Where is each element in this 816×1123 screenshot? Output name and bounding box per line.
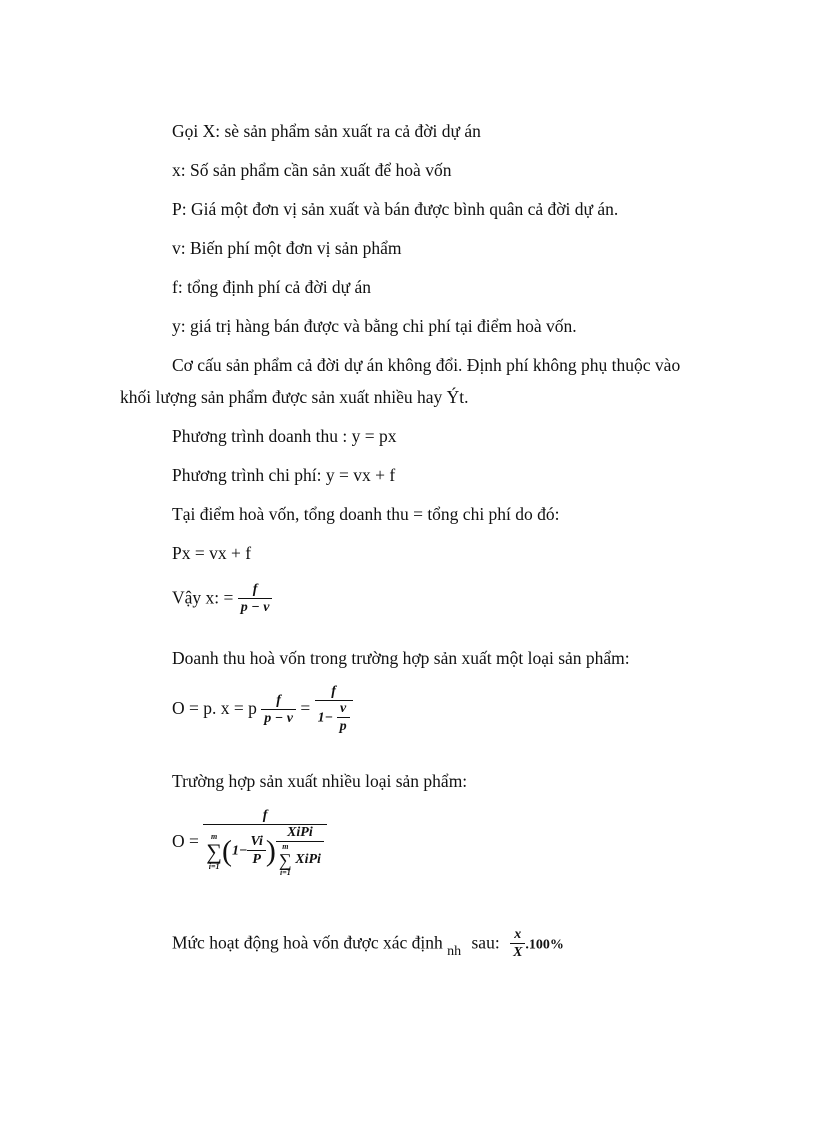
revenue-equation: Phương trình doanh thu : y = px	[172, 426, 397, 446]
activity-numerator: x	[514, 927, 522, 942]
v-numerator: v	[339, 701, 347, 716]
multi-product-lhs: O =	[172, 831, 199, 852]
fraction-2-numerator: f	[331, 684, 336, 699]
sum-lower-limit: i=1	[208, 861, 220, 871]
activity-nh: nh	[447, 943, 462, 959]
multi-fraction-numerator: f	[262, 808, 268, 823]
single-product-lhs: O = p. x = p	[172, 698, 257, 719]
inner-summation: m ∑ i=1	[278, 842, 292, 877]
single-product-fraction-2	[315, 684, 353, 736]
vi-over-p	[247, 834, 265, 869]
multi-product-formula	[172, 808, 327, 878]
activity-formula: Mức hoạt động hoà vốn được xác định $_{nh}$ sau: $\frac{x}{X}$ .100%	[172, 927, 564, 960]
xipi-numerator: XiPi	[287, 825, 313, 840]
activity-fraction	[510, 927, 525, 962]
one-minus: 1−	[317, 710, 334, 726]
x-formula	[172, 582, 272, 617]
single-product-fraction-1	[261, 693, 296, 728]
v-over-p	[337, 701, 350, 736]
definition-x: x: Số sản phẩm cần sản xuất để hoà vốn	[172, 160, 452, 180]
p-term-denominator: P	[252, 852, 261, 867]
single-product-formula	[172, 684, 353, 736]
multi-product-title: Trường hợp sản xuất nhiều loại sản phẩm:	[172, 771, 468, 791]
fraction-1-numerator: f	[276, 692, 281, 708]
activity-text: Mức hoạt động hoà vốn được xác định	[172, 932, 443, 953]
cost-equation: Phương trình chi phí: y = vx + f	[172, 465, 396, 485]
x-fraction	[238, 582, 273, 617]
assumption-line-2: khối lượng sản phẩm được sản xuất nhiều hay Ýt.	[120, 387, 469, 407]
one-minus-term: 1−	[231, 843, 248, 859]
equals-sign: =	[300, 698, 311, 719]
breakeven-text: Tại điểm hoà vốn, tổng doanh thu = tổng chi phí do đó:	[172, 504, 560, 524]
x-formula-label: Vậy x: =	[172, 587, 234, 608]
definition-P: P: Giá một đơn vị sản xuất và bán được bình quân cả đời dự án.	[172, 199, 619, 219]
activity-denominator: X	[513, 945, 523, 960]
inner-sum-lower: i=1	[279, 868, 291, 877]
definition-f: f: tổng định phí cả đời dự án	[172, 277, 372, 297]
multi-fraction-denominator: m ∑ i=1 (1− $\frac{Vi}{P}$ ) XiPi m ∑ i=1 XiPi	[203, 825, 327, 878]
activity-sau: sau:	[471, 932, 500, 953]
definition-y: y: giá trị hàng bán được và bằng chi phí tại điểm hoà vốn.	[172, 316, 577, 336]
activity-percent: 100%	[528, 937, 564, 953]
fraction-1-denominator: p − v	[264, 710, 293, 726]
vi-numerator: Vi	[250, 834, 263, 849]
x-fraction-numerator: f	[252, 582, 258, 597]
definition-X: Gọi X: sè sản phẩm sản xuất ra cả đời dự án	[172, 121, 481, 141]
summation-symbol: m ∑ i=1	[206, 831, 222, 871]
sum-upper-limit: m	[210, 831, 218, 841]
xipi-ratio	[276, 825, 324, 878]
p-denominator: p	[339, 719, 347, 734]
breakeven-equation: Px = vx + f	[172, 543, 252, 563]
assumption-line-1: Cơ cấu sản phẩm cả đời dự án không đổi. Định phí không phụ thuộc vào	[172, 355, 681, 375]
fraction-2-denominator	[315, 701, 353, 736]
xipi-denominator	[276, 842, 324, 878]
definition-v: v: Biến phí một đơn vị sản phẩm	[172, 238, 402, 258]
x-fraction-denominator: p − v	[240, 600, 270, 615]
multi-product-fraction	[203, 808, 327, 878]
xipi-sum-term: XiPi	[295, 852, 321, 868]
single-product-title: Doanh thu hoà vốn trong trường hợp sản xuất một loại sản phẩm:	[172, 648, 630, 668]
inner-sum-upper: m	[282, 842, 289, 851]
